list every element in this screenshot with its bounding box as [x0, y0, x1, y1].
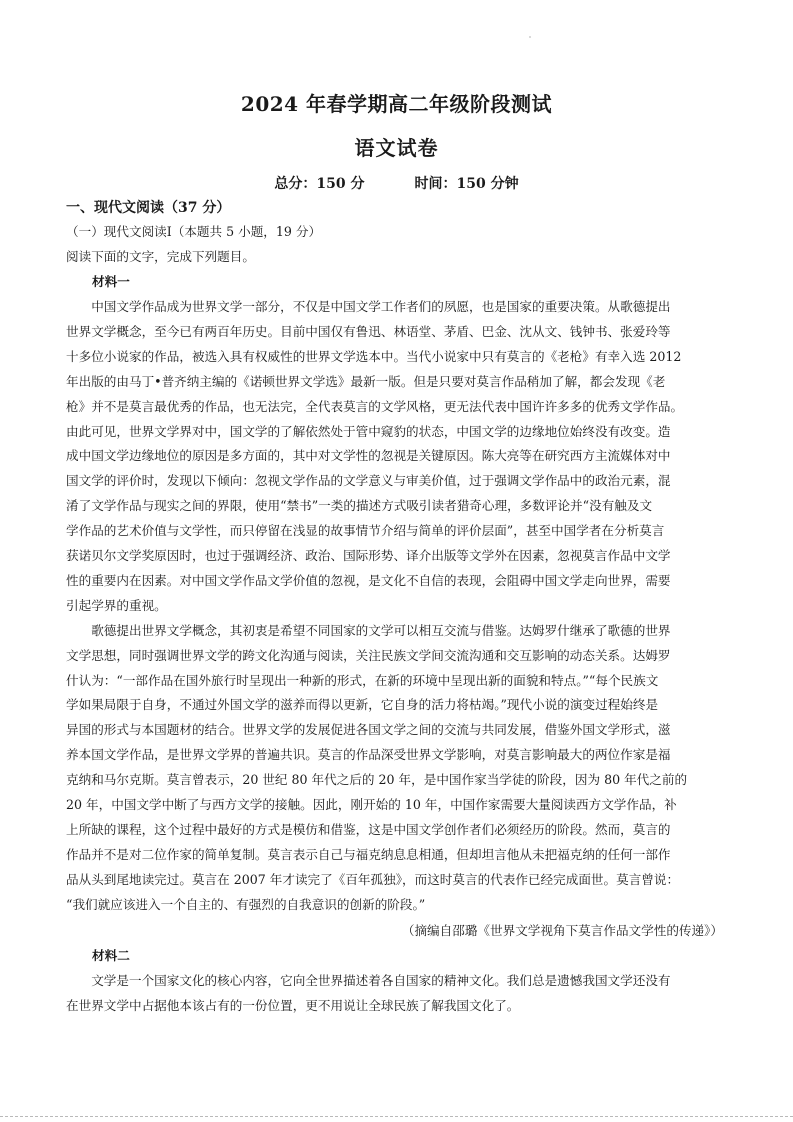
scan-speck — [529, 36, 531, 38]
text-line: 年出版的由马丁•普齐纳主编的《诺顿世界文学选》最新一版。但是只要对莫言作品稍加了解，都会发现《老 — [66, 373, 666, 389]
exam-meta — [0, 173, 793, 193]
text-line: 由此可见，世界文学界对中，国文学的了解依然处于管中窥豹的状态，中国文学的边缘地位始终没有改变。造 — [66, 423, 671, 439]
text-line: 20 年，中国文学中断了与西方文学的接触。因此，刚开始的 10 年，中国作家需要大量阅读西方文学作品，补 — [66, 797, 677, 812]
material2-label: 材料二 — [92, 948, 130, 963]
exam-time: 时间：150 分钟 — [414, 176, 519, 192]
text-line: 异国的形式与本国题材的结合。世界文学的发展促进各国文学之间的交流与共同发展，借鉴外国文学形式，滋 — [66, 722, 671, 738]
text-line: 文学是一个国家文化的核心内容，它向全世界描述着各自国家的精神文化。我们总是遗憾我国文学还没有 — [66, 973, 671, 988]
text-line: 养本国文学作品，是世界文学界的普遍共识。莫言的作品深受世界文学影响，对莫言影响最大的两位作家是福 — [66, 747, 671, 763]
text-line: 在世界文学中占据他本该占有的一份位置，更不用说让全球民族了解我国文化了。 — [66, 998, 520, 1013]
exam-title: 2024 年春学期高二年级阶段测试 — [240, 92, 553, 116]
text-line: 成中国文学边缘地位的原因是多方面的，其中对文学性的忽视是关键原因。陈大亮等在研究西方主流媒体对中 — [66, 448, 671, 464]
text-line: 十多位小说家的作品，被选入具有权威性的世界文学选本中。当代小说家中只有莫言的《老枪》有幸入选 2012 — [66, 348, 682, 364]
text-line: 什认为：“一部作品在国外旅行时呈现出一种新的形式，在新的环境中呈现出新的面貌和特点。”“每个民族文 — [66, 672, 659, 688]
total-score: 总分：150 分 — [274, 176, 365, 192]
text-line: “我们就应该进入一个自主的、有强烈的自我意识的创新的阶段。” — [66, 896, 426, 912]
text-line: 引起学界的重视。 — [66, 597, 167, 613]
material1-source: （摘编自邵璐《世界文学视角下莫言作品文学性的传递》） — [401, 923, 723, 938]
text-line: 世界文学概念，至今已有两百年历史。目前中国仅有鲁迅、林语堂、茅盾、巴金、沈从文、钱钟书、张爱玲等 — [66, 323, 671, 339]
page-bottom-rule — [0, 1116, 793, 1117]
text-line: 克纳和马尔克斯。莫言曾表示，20 世纪 80 年代之后的 20 年，是中国作家当学徒的阶段，因为 80 年代之前的 — [66, 772, 688, 788]
text-line: 性的重要内在因素。对中国文学作品文学价值的忽视，是文化不自信的表现，会阻碍中国文学走向世界，需要 — [66, 572, 671, 588]
section-heading: 一、现代文阅读（37 分） — [66, 200, 231, 216]
subsection-heading: （一）现代文阅读Ⅰ（本题共 5 小题，19 分） — [66, 224, 322, 239]
text-line: 学如果局限于自身，不通过外国文学的滋养而得以更新，它自身的活力将枯竭。”现代小说的演变过程始终是 — [66, 697, 659, 713]
text-line: 国文学的评价时，发现以下倾向：忽视文学作品的文学意义与审美价值，过于强调文学作品中的政治元素，混 — [66, 473, 671, 489]
text-line: 歌德提出世界文学概念，其初衷是希望不同国家的文学可以相互交流与借鉴。达姆罗什继承了歌德的世界 — [66, 622, 671, 638]
text-line: 品从头到尾地读完过。莫言在 2007 年才读完了《百年孤独》，而这时莫言的代表作已经完成面世。莫言曾说： — [66, 871, 680, 887]
text-line: 上所缺的课程，这个过程中最好的方式是模仿和借鉴，这是中国文学创作者们必须经历的阶段。然而，莫言的 — [66, 821, 671, 837]
text-line: 淆了文学作品与现实之间的界限，使用“禁书”一类的描述方式吸引读者猎奇心理，多数评论并“没有触及文 — [66, 498, 653, 514]
text-line: 获诺贝尔文学奖原因时，也过于强调经济、政治、国际形势、译介出版等文学外在因素，忽视莫言作品中文学 — [66, 548, 671, 563]
text-line: 学作品的艺术价值与文学性，而只停留在浅显的故事情节介绍与简单的评价层面”，甚至中国学者在分析莫言 — [66, 523, 665, 539]
text-line: 文学思想，同时强调世界文学的跨文化沟通与阅读，关注民族文学间交流沟通和交互影响的动态关系。达姆罗 — [66, 647, 671, 663]
text-line: 作品并不是对二位作家的简单复制。莫言表示自己与福克纳息息相通，但却坦言他从未把福克纳的任何一部作 — [66, 846, 671, 862]
instruction: 阅读下面的文字，完成下列题目。 — [66, 249, 255, 264]
text-line: 中国文学作品成为世界文学一部分，不仅是中国文学工作者们的夙愿，也是国家的重要决策。从歌德提出 — [66, 299, 671, 314]
subject-title: 语文试卷 — [354, 136, 439, 160]
material1-label: 材料一 — [92, 274, 130, 289]
text-line: 枪》并不是莫言最优秀的作品，也无法完，全代表莫言的文学风格，更无法代表中国许许多多的优秀文学作品。 — [66, 398, 684, 414]
